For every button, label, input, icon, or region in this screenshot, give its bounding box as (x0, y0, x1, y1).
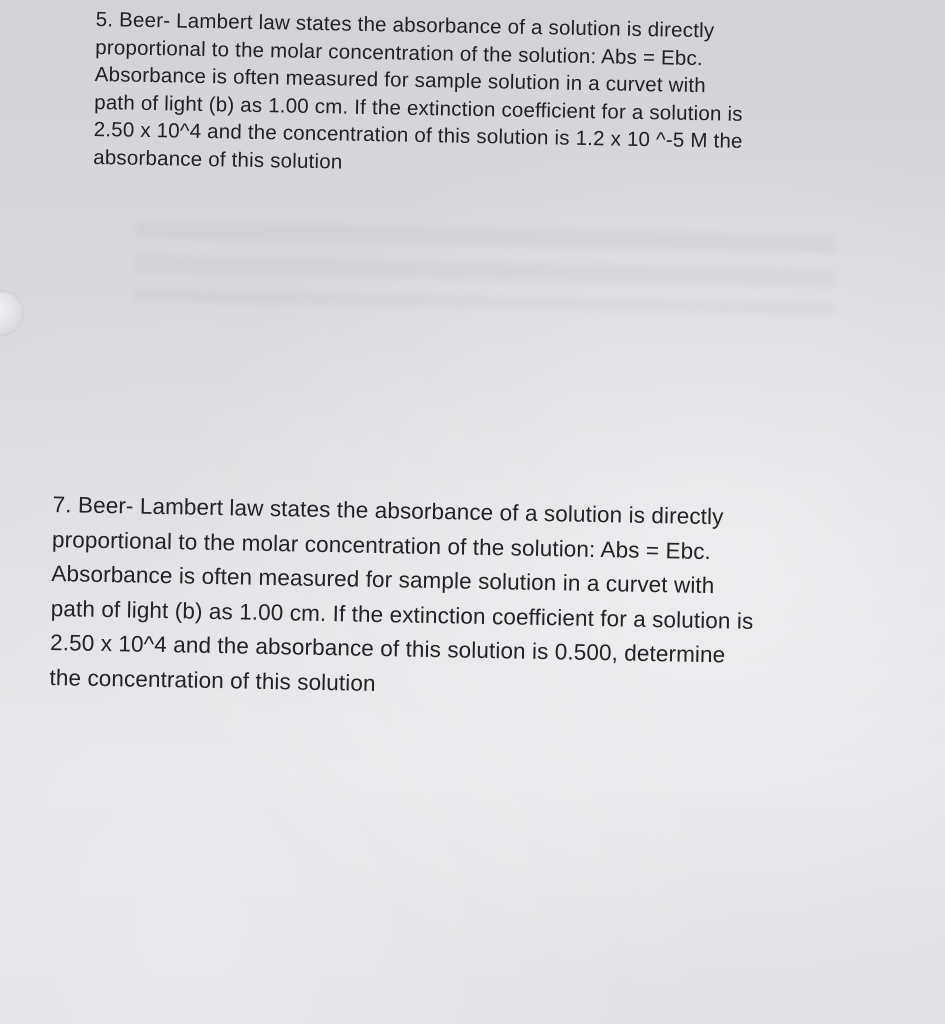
question-7-line: proportional to the molar concentration of the solution: Abs = Ebc. (51, 526, 712, 564)
question-5 (93, 6, 745, 183)
question-7-line: 2.50 x 10^4 and the absorbance of this solution is 0.500, determine (49, 630, 726, 668)
question-7-line: 7. Beer- Lambert law states the absorbance of a solution is directly (52, 491, 724, 530)
question-7-line: Absorbance is often measured for sample solution in a curvet with (51, 561, 715, 599)
punch-hole (0, 290, 24, 336)
bleed-through-text (134, 221, 836, 316)
question-7 (49, 488, 755, 708)
question-5-line: 5. Beer- Lambert law states the absorbance of a solution is directly (95, 7, 715, 43)
question-5-line: Absorbance is often measured for sample solution in a curvet with (94, 62, 707, 98)
question-7-line: the concentration of this solution (49, 664, 376, 696)
question-5-line: 2.50 x 10^4 and the concentration of this solution is 1.2 x 10 ^-5 M the (93, 117, 743, 153)
question-5-line: proportional to the molar concentration of the solution: Abs = Ebc. (95, 35, 704, 70)
question-7-line: path of light (b) as 1.00 cm. If the extinction coefficient for a solution is (50, 595, 754, 634)
question-5-line: absorbance of this solution (93, 145, 343, 174)
question-5-line: path of light (b) as 1.00 cm. If the extinction coefficient for a solution is (94, 90, 743, 126)
